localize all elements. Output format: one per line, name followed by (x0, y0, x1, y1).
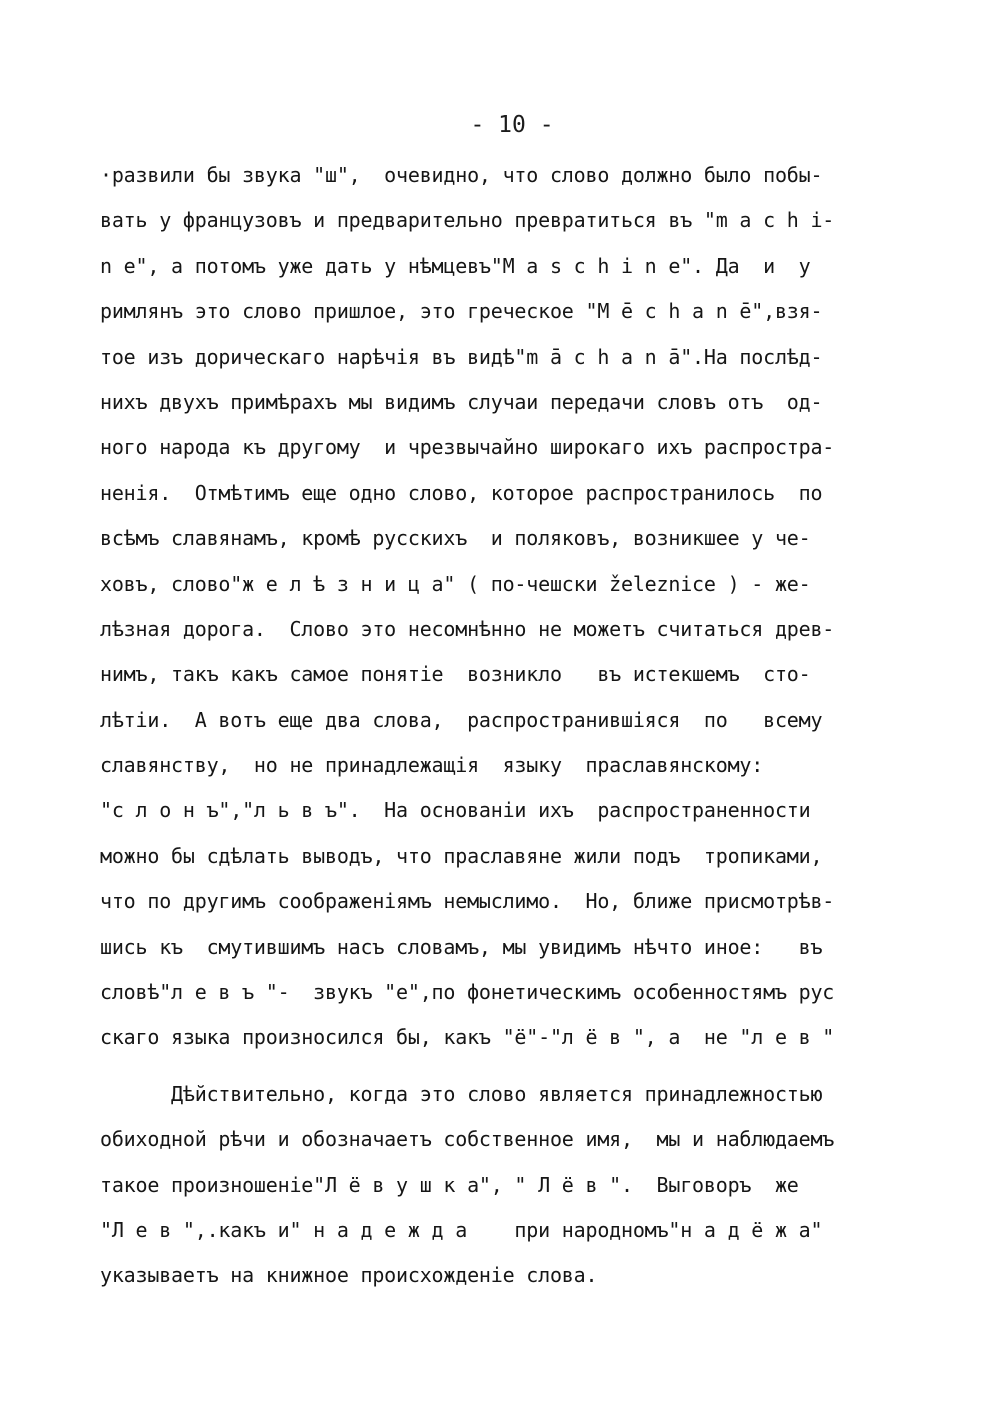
text-line: шись къ смутившимъ насъ словамъ, мы увидимъ нѣчто иное: въ (100, 934, 823, 959)
text-line: тое изъ дорическаго нарѣчія въ видѣ"m ā c h a n ā".На послѣд- (100, 344, 823, 369)
text-line: лѣзная дорога. Слово это несомнѣнно не можетъ считаться древ- (100, 616, 835, 641)
text-line: "с л о н ъ","л ь в ъ". На основаніи ихъ распространенности (100, 798, 811, 823)
text-line: ·развили бы звука "ш", очевидно, что слово должно было побы- (100, 163, 823, 187)
body-text (100, 153, 880, 1299)
text-line: словѣ"л е в ъ "- звукъ "е",по фонетическимъ особенностямъ рус (100, 980, 835, 1005)
text-line: n e", а потомъ уже дать у нѣмцевъ"M a s c h i n e". Да и у (100, 253, 811, 278)
paragraph-1 (100, 153, 880, 1061)
text-line: что по другимъ соображеніямъ немыслимо. Но, ближе присмотрѣв- (100, 889, 835, 914)
text-line: Дѣйствительно, когда это слово является принадлежностью (100, 1081, 823, 1106)
text-line: обиходной рѣчи и обозначаетъ собственное имя, мы и наблюдаемъ (100, 1127, 835, 1152)
text-line: нихъ двухъ примѣрахъ мы видимъ случаи передачи словъ отъ од- (100, 389, 823, 414)
paragraph-2 (100, 1072, 880, 1299)
text-line: римлянъ это слово пришлое, это греческое "M ē c h a n ē",взя- (100, 299, 823, 324)
text-line: указываетъ на книжное происхожденіе слова. (100, 1263, 598, 1288)
text-line: славянству, но не принадлежащія языку праславянскому: (100, 753, 764, 778)
text-line: ного народа къ другому и чрезвычайно широкаго ихъ распростра- (100, 435, 835, 460)
page-number: - 10 - (470, 112, 554, 138)
text-line: такое произношеніе"Л ё в у ш к а", " Л ё в ". Выговоръ же (100, 1172, 799, 1197)
text-line: ненія. Отмѣтимъ еще одно слово, которое распространилось по (100, 480, 823, 505)
text-line: лѣтіи. А вотъ еще два слова, распространившіяся по всему (100, 707, 823, 732)
text-line: нимъ, такъ какъ самое понятіе возникло въ истекшемъ сто- (100, 662, 811, 687)
text-line: можно бы сдѣлать выводъ, что праславяне жили подъ тропиками, (100, 843, 823, 868)
text-line: скаго языка произносился бы, какъ "ё"-"л ё в ", а не "л е в " (100, 1025, 835, 1050)
text-line: вать у французовъ и предварительно превратиться въ "m a c h i- (100, 208, 835, 233)
text-line: всѣмъ славянамъ, кромѣ русскихъ и поляковъ, возникшее у че- (100, 526, 811, 551)
text-line: ховъ, слово"ж е л ѣ з н и ц а" ( по-чешски železnice ) - же- (100, 571, 811, 596)
text-line: "Л е в ",.какъ и" н а д е ж д а при народномъ"н а д ё ж а" (100, 1217, 823, 1242)
